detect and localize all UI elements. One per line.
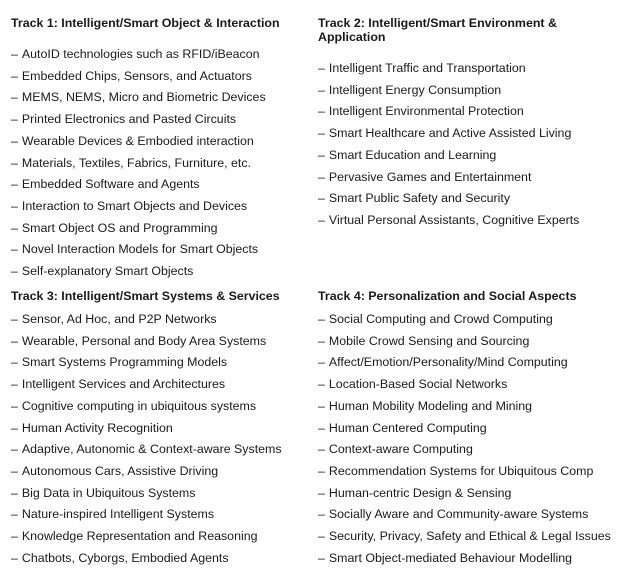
topic-text: Affect/Emotion/Personality/Mind Computing xyxy=(328,355,568,370)
topic-text: Virtual Personal Assistants, Cognitive Experts xyxy=(328,212,580,227)
track-heading: Track 1: Intelligent/Smart Object & Interaction xyxy=(11,16,280,30)
topic-item xyxy=(11,239,311,261)
topic-text: Autonomous Cars, Assistive Driving xyxy=(21,463,219,478)
dash-bullet: – xyxy=(318,147,325,162)
topic-text: Smart Education and Learning xyxy=(328,147,497,162)
dash-bullet: – xyxy=(11,442,18,457)
topic-item xyxy=(11,396,311,418)
topic-item xyxy=(11,548,311,570)
track-1 xyxy=(11,16,311,283)
topic-text: Context-aware Computing xyxy=(328,442,473,457)
topic-text: Smart Systems Programming Models xyxy=(21,355,228,370)
topic-item xyxy=(11,418,311,440)
dash-bullet: – xyxy=(11,133,18,148)
dash-bullet: – xyxy=(11,112,18,127)
topic-text: Printed Electronics and Pasted Circuits xyxy=(21,112,237,127)
dash-bullet: – xyxy=(11,312,18,326)
dash-bullet: – xyxy=(318,126,325,141)
dash-bullet: – xyxy=(318,420,325,435)
dash-bullet: – xyxy=(11,68,18,83)
dash-bullet: – xyxy=(318,312,325,326)
topic-text: AutoID technologies such as RFID/iBeacon xyxy=(21,47,260,61)
topic-item xyxy=(318,418,618,440)
dash-bullet: – xyxy=(318,398,325,413)
dash-bullet: – xyxy=(11,420,18,435)
dash-bullet: – xyxy=(318,485,325,500)
topic-item xyxy=(11,109,311,131)
topic-text: Sensor, Ad Hoc, and P2P Networks xyxy=(21,312,217,326)
topic-item xyxy=(11,309,311,331)
dash-bullet: – xyxy=(11,485,18,500)
dash-bullet: – xyxy=(11,550,18,565)
dash-bullet: – xyxy=(11,377,18,392)
topic-item xyxy=(318,210,618,232)
topic-text: Cognitive computing in ubiquitous systems xyxy=(21,398,257,413)
topic-text: Embedded Software and Agents xyxy=(21,177,200,192)
topic-item xyxy=(11,87,311,109)
dash-bullet: – xyxy=(11,355,18,370)
topic-text: Intelligent Services and Architectures xyxy=(21,377,226,392)
topic-text: Pervasive Games and Entertainment xyxy=(328,169,532,184)
topic-text: MEMS, NEMS, Micro and Biometric Devices xyxy=(21,90,266,105)
track-heading: Track 3: Intelligent/Smart Systems & Services xyxy=(11,289,280,303)
dash-bullet: – xyxy=(318,212,325,227)
topic-item xyxy=(11,483,311,505)
dash-bullet: – xyxy=(318,463,325,478)
dash-bullet: – xyxy=(318,191,325,206)
dash-bullet: – xyxy=(11,155,18,170)
topic-item xyxy=(318,123,618,145)
track-4 xyxy=(318,289,618,569)
topic-item xyxy=(11,504,311,526)
dash-bullet: – xyxy=(318,529,325,544)
dash-bullet: – xyxy=(318,507,325,522)
topic-item xyxy=(11,261,311,283)
topic-text: Smart Public Safety and Security xyxy=(328,191,511,206)
topic-text: Intelligent Environmental Protection xyxy=(328,104,524,119)
topic-text: Socially Aware and Community-aware Systems xyxy=(328,507,589,522)
track-heading: Track 4: Personalization and Social Aspects xyxy=(318,289,577,303)
track-heading: Track 2: Intelligent/Smart Environment & Application xyxy=(318,16,557,44)
topic-text: Social Computing and Crowd Computing xyxy=(328,312,553,326)
topic-text: Human Activity Recognition xyxy=(21,420,173,435)
dash-bullet: – xyxy=(11,198,18,213)
topic-item xyxy=(318,461,618,483)
topic-item xyxy=(11,218,311,240)
topic-text: Wearable, Personal and Body Area Systems xyxy=(21,333,267,348)
topic-text: Embedded Chips, Sensors, and Actuators xyxy=(21,68,252,83)
topic-text: Self-explanatory Smart Objects xyxy=(21,264,194,279)
topic-item xyxy=(11,374,311,396)
dash-bullet: – xyxy=(11,242,18,257)
dash-bullet: – xyxy=(11,47,18,61)
topic-text: Knowledge Representation and Reasoning xyxy=(21,529,258,544)
topic-text: Mobile Crowd Sensing and Sourcing xyxy=(328,333,530,348)
dash-bullet: – xyxy=(11,398,18,413)
topic-list xyxy=(318,58,618,232)
topic-item xyxy=(318,101,618,123)
topic-text: Recommendation Systems for Ubiquitous Comp xyxy=(328,463,594,478)
topic-item xyxy=(11,439,311,461)
dash-bullet: – xyxy=(318,333,325,348)
topic-text: Intelligent Traffic and Transportation xyxy=(328,61,526,75)
dash-bullet: – xyxy=(318,61,325,75)
topic-item xyxy=(318,548,618,570)
topic-item xyxy=(11,44,311,66)
topic-item xyxy=(11,352,311,374)
dash-bullet: – xyxy=(318,104,325,119)
topic-text: Wearable Devices & Embodied interaction xyxy=(21,133,254,148)
topic-item xyxy=(318,504,618,526)
dash-bullet: – xyxy=(318,550,325,565)
topic-item xyxy=(318,309,618,331)
topic-text: Location-Based Social Networks xyxy=(328,377,508,392)
track-3 xyxy=(11,289,311,569)
topic-item xyxy=(318,80,618,102)
topic-item xyxy=(318,331,618,353)
topic-item xyxy=(11,131,311,153)
topic-item xyxy=(11,331,311,353)
dash-bullet: – xyxy=(11,220,18,235)
topic-item xyxy=(318,483,618,505)
topic-text: Chatbots, Cyborgs, Embodied Agents xyxy=(21,550,229,565)
topic-item xyxy=(11,461,311,483)
topic-item xyxy=(318,167,618,189)
topic-item xyxy=(318,374,618,396)
topic-text: Adaptive, Autonomic & Context-aware Systems xyxy=(21,442,282,457)
topic-item xyxy=(11,153,311,175)
topic-item xyxy=(318,188,618,210)
topic-text: Intelligent Energy Consumption xyxy=(328,82,502,97)
topic-text: Interaction to Smart Objects and Devices xyxy=(21,198,248,213)
dash-bullet: – xyxy=(11,333,18,348)
topic-text: Human-centric Design & Sensing xyxy=(328,485,512,500)
topic-list xyxy=(11,309,311,569)
topic-list xyxy=(11,44,311,283)
dash-bullet: – xyxy=(318,377,325,392)
topic-text: Smart Healthcare and Active Assisted Living xyxy=(328,126,572,141)
dash-bullet: – xyxy=(11,507,18,522)
topic-item xyxy=(11,66,311,88)
topic-text: Human Centered Computing xyxy=(328,420,487,435)
topic-text: Smart Object OS and Programming xyxy=(21,220,218,235)
topic-item xyxy=(318,58,618,80)
topic-text: Materials, Textiles, Fabrics, Furniture, etc. xyxy=(21,155,251,170)
topic-item xyxy=(11,526,311,548)
topic-item xyxy=(318,396,618,418)
dash-bullet: – xyxy=(318,82,325,97)
topic-text: Big Data in Ubiquitous Systems xyxy=(21,485,196,500)
topic-item xyxy=(318,439,618,461)
topic-list xyxy=(318,309,618,569)
dash-bullet: – xyxy=(11,90,18,105)
dash-bullet: – xyxy=(11,463,18,478)
topic-text: Security, Privacy, Safety and Ethical & Legal Issues xyxy=(328,529,611,544)
topic-text: Smart Object-mediated Behaviour Modelling xyxy=(328,550,573,565)
dash-bullet: – xyxy=(318,355,325,370)
dash-bullet: – xyxy=(318,442,325,457)
topic-text: Human Mobility Modeling and Mining xyxy=(328,398,533,413)
dash-bullet: – xyxy=(11,529,18,544)
topic-item xyxy=(11,196,311,218)
dash-bullet: – xyxy=(11,177,18,192)
topic-text: Nature-inspired Intelligent Systems xyxy=(21,507,215,522)
topic-item xyxy=(318,145,618,167)
topic-item xyxy=(318,526,618,548)
topic-text: Novel Interaction Models for Smart Objects xyxy=(21,242,259,257)
topic-item xyxy=(318,352,618,374)
topic-item xyxy=(11,174,311,196)
dash-bullet: – xyxy=(11,264,18,279)
track-2 xyxy=(318,16,618,232)
dash-bullet: – xyxy=(318,169,325,184)
